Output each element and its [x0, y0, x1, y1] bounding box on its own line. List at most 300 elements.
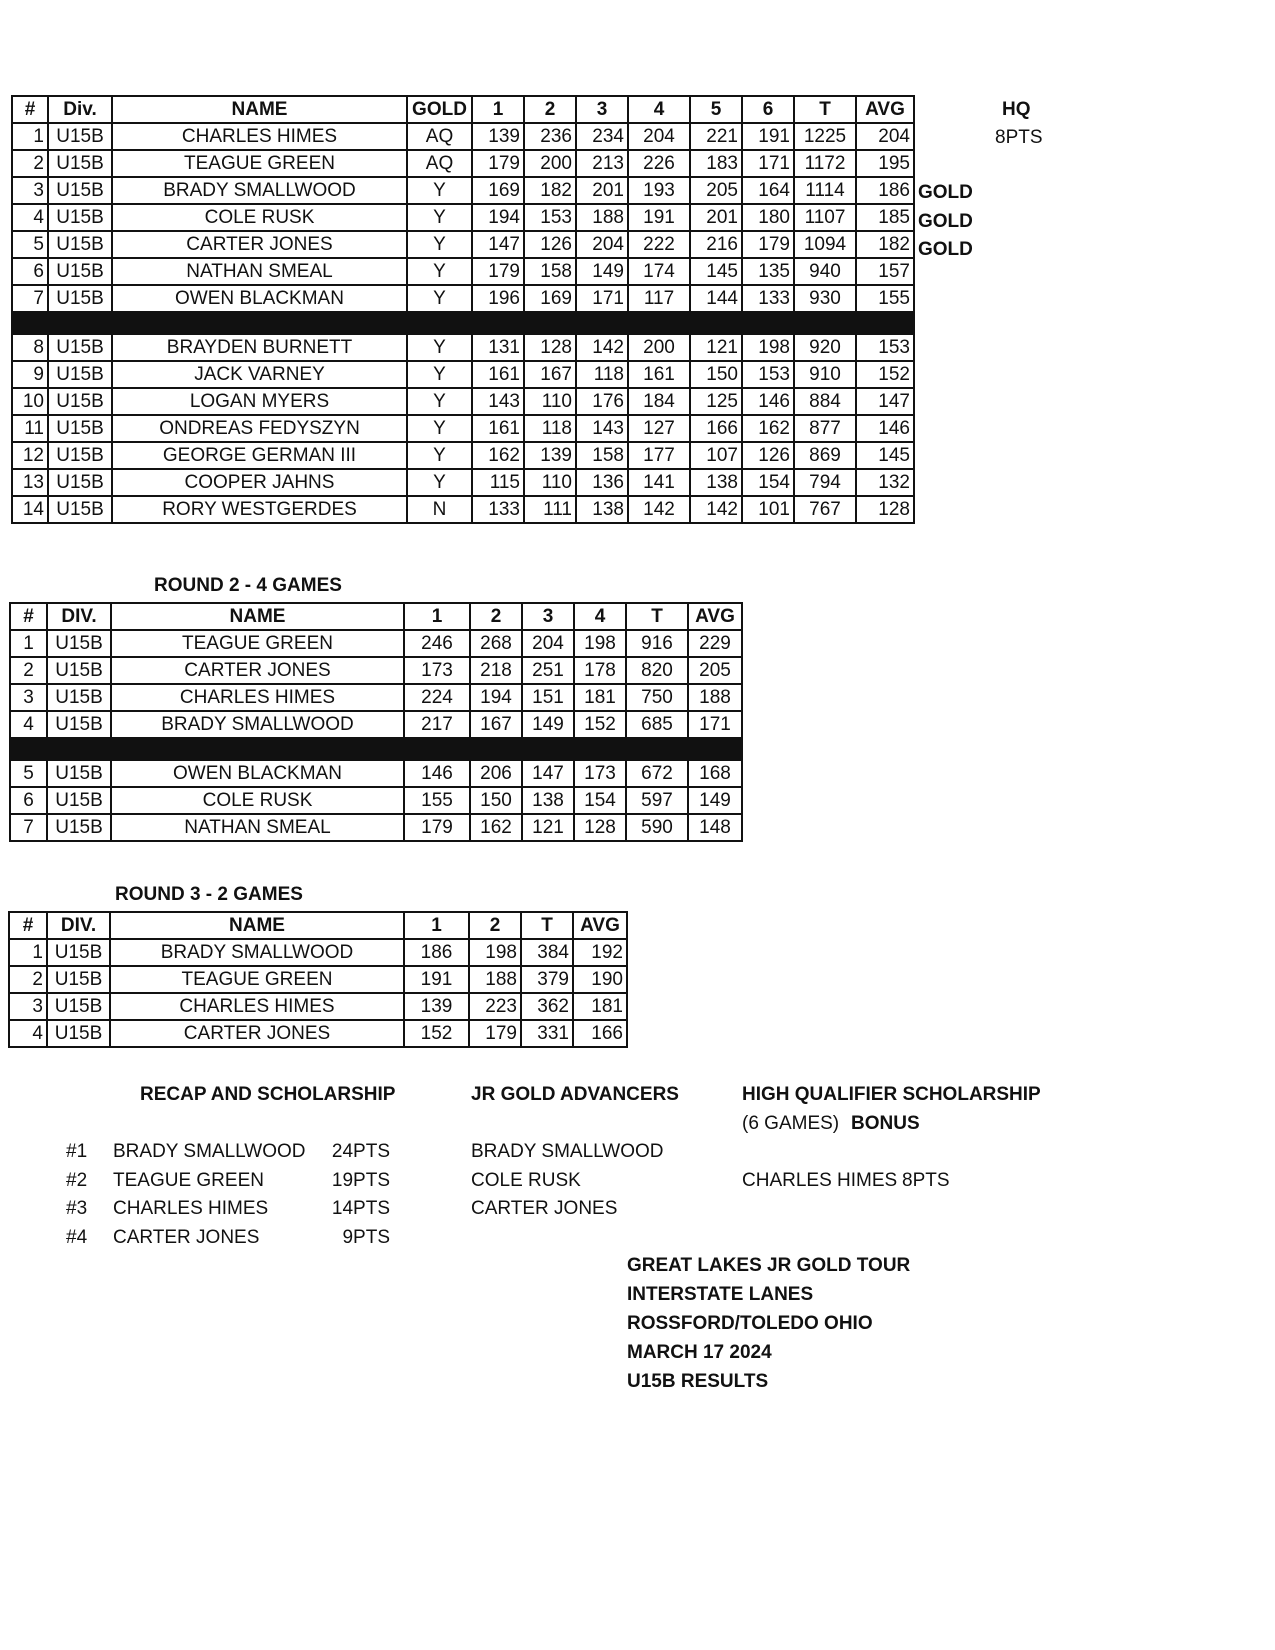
table-cell: U15B [48, 204, 112, 231]
table-cell: 139 [404, 993, 469, 1020]
table-cell: U15B [47, 684, 111, 711]
hq-scholarship-points: 8PTS [902, 1170, 950, 1191]
table-cell: TEAGUE GREEN [111, 630, 404, 657]
table-cell: 4 [9, 1020, 47, 1047]
round3-header-row [9, 912, 627, 939]
event-date: MARCH 17 2024 [627, 1342, 772, 1363]
advancer-name: CARTER JONES [471, 1198, 618, 1219]
table-cell: COLE RUSK [111, 787, 404, 814]
table-cell: 182 [524, 177, 576, 204]
table-cell: U15B [47, 657, 111, 684]
cut-line-row [12, 312, 914, 334]
table-cell: 153 [856, 334, 914, 361]
table-cell: U15B [47, 787, 111, 814]
table-cell: U15B [47, 1020, 110, 1047]
table-cell: 131 [472, 334, 524, 361]
table-cell: 164 [742, 177, 794, 204]
table-cell: 135 [742, 258, 794, 285]
table-cell: 223 [469, 993, 521, 1020]
table-cell: U15B [47, 939, 110, 966]
table-cell: 204 [576, 231, 628, 258]
table-cell: 685 [626, 711, 688, 738]
table-cell: 154 [574, 787, 626, 814]
table-cell: 194 [472, 204, 524, 231]
table-row [10, 684, 742, 711]
table-cell: 216 [690, 231, 742, 258]
table-cell: 181 [574, 684, 626, 711]
table-cell: 169 [524, 285, 576, 312]
round1-table [11, 95, 915, 524]
table-cell: 142 [628, 496, 690, 523]
table-cell: NATHAN SMEAL [112, 258, 407, 285]
table-cell: 155 [856, 285, 914, 312]
table-cell: 1107 [794, 204, 856, 231]
cut-line-row [10, 738, 742, 760]
table-cell: 188 [469, 966, 521, 993]
table-cell: BRAYDEN BURNETT [112, 334, 407, 361]
col-header: NAME [111, 603, 404, 630]
table-cell: 188 [576, 204, 628, 231]
table-cell: OWEN BLACKMAN [112, 285, 407, 312]
table-cell: 136 [576, 469, 628, 496]
table-cell: 5 [12, 231, 48, 258]
table-cell: 179 [472, 258, 524, 285]
col-header: 4 [574, 603, 626, 630]
table-cell: 940 [794, 258, 856, 285]
table-cell: 138 [690, 469, 742, 496]
table-cell: 794 [794, 469, 856, 496]
table-cell: 149 [522, 711, 574, 738]
table-cell: CARTER JONES [110, 1020, 404, 1047]
table-cell: U15B [48, 258, 112, 285]
col-header: # [12, 96, 48, 123]
col-header: T [521, 912, 573, 939]
table-cell: U15B [47, 814, 111, 841]
table-cell: 121 [522, 814, 574, 841]
table-row [10, 630, 742, 657]
recap-pts: 24PTS [331, 1141, 390, 1162]
table-row [12, 334, 914, 361]
table-row [10, 814, 742, 841]
recap-rank: #4 [66, 1226, 88, 1248]
table-cell: 1172 [794, 150, 856, 177]
recap-name: BRADY SMALLWOOD [113, 1141, 306, 1162]
advancers-title: JR GOLD ADVANCERS [471, 1084, 679, 1105]
table-cell: 1 [12, 123, 48, 150]
table-cell: 200 [628, 334, 690, 361]
table-cell: 869 [794, 442, 856, 469]
round2-body-bottom [10, 760, 742, 841]
table-cell: 193 [628, 177, 690, 204]
table-cell: BRADY SMALLWOOD [112, 177, 407, 204]
table-row [10, 657, 742, 684]
table-cell: 3 [9, 993, 47, 1020]
table-cell: 162 [742, 415, 794, 442]
table-cell: 213 [576, 150, 628, 177]
recap-rank: #3 [66, 1198, 88, 1219]
table-cell: CHARLES HIMES [112, 123, 407, 150]
table-cell: 128 [524, 334, 576, 361]
table-cell: 168 [688, 760, 742, 787]
table-row [12, 231, 914, 258]
col-header: 6 [742, 96, 794, 123]
table-cell: 127 [628, 415, 690, 442]
recap-pts: 9PTS [342, 1226, 390, 1248]
table-cell: U15B [48, 123, 112, 150]
col-header: 3 [576, 96, 628, 123]
table-cell: 205 [690, 177, 742, 204]
table-cell: 158 [524, 258, 576, 285]
table-cell: 179 [404, 814, 470, 841]
table-cell: 2 [12, 150, 48, 177]
table-cell: U15B [48, 150, 112, 177]
table-cell: 180 [742, 204, 794, 231]
cut-line [10, 738, 742, 760]
recap-name: TEAGUE GREEN [113, 1169, 264, 1191]
table-cell: 142 [576, 334, 628, 361]
table-cell: 166 [690, 415, 742, 442]
cut-line [12, 312, 914, 334]
table-cell: 218 [470, 657, 522, 684]
table-cell: 161 [472, 361, 524, 388]
table-cell: 234 [576, 123, 628, 150]
col-header: # [10, 603, 47, 630]
table-cell: 132 [856, 469, 914, 496]
table-cell: 767 [794, 496, 856, 523]
table-cell: 171 [576, 285, 628, 312]
table-row [10, 787, 742, 814]
hq-scholarship-bonus: BONUS [851, 1113, 920, 1134]
table-cell: 672 [626, 760, 688, 787]
hq-points: 8PTS [995, 127, 1043, 148]
table-cell: 11 [12, 415, 48, 442]
table-cell: 1114 [794, 177, 856, 204]
table-cell: 158 [576, 442, 628, 469]
table-cell: 7 [10, 814, 47, 841]
table-cell: Y [407, 334, 472, 361]
table-cell: 167 [524, 361, 576, 388]
table-cell: 2 [9, 966, 47, 993]
table-cell: Y [407, 442, 472, 469]
table-cell: 379 [521, 966, 573, 993]
table-cell: TEAGUE GREEN [112, 150, 407, 177]
table-cell: 110 [524, 388, 576, 415]
col-header: 3 [522, 603, 574, 630]
table-cell: 201 [576, 177, 628, 204]
table-cell: BRADY SMALLWOOD [111, 711, 404, 738]
table-cell: 139 [524, 442, 576, 469]
table-cell: 167 [470, 711, 522, 738]
table-cell: 174 [628, 258, 690, 285]
table-cell: U15B [48, 442, 112, 469]
table-cell: 154 [742, 469, 794, 496]
round2-title: ROUND 2 - 4 GAMES [154, 575, 342, 596]
table-cell: Y [407, 258, 472, 285]
table-cell: 152 [404, 1020, 469, 1047]
table-cell: U15B [48, 496, 112, 523]
table-cell: 204 [856, 123, 914, 150]
table-cell: 3 [10, 684, 47, 711]
recap-name: CHARLES HIMES [113, 1198, 269, 1219]
table-cell: CARTER JONES [111, 657, 404, 684]
table-cell: 226 [628, 150, 690, 177]
table-cell: 149 [688, 787, 742, 814]
table-cell: 142 [690, 496, 742, 523]
table-row [12, 415, 914, 442]
table-cell: CHARLES HIMES [111, 684, 404, 711]
table-cell: 7 [12, 285, 48, 312]
table-cell: 1225 [794, 123, 856, 150]
col-header: 2 [470, 603, 522, 630]
table-cell: 155 [404, 787, 470, 814]
table-cell: Y [407, 177, 472, 204]
venue: INTERSTATE LANES [627, 1284, 814, 1305]
hq-scholarship-subtitle: (6 GAMES) [742, 1113, 840, 1134]
table-cell: 111 [524, 496, 576, 523]
col-header: 2 [524, 96, 576, 123]
table-cell: 147 [472, 231, 524, 258]
table-cell: 236 [524, 123, 576, 150]
table-cell: U15B [47, 711, 111, 738]
gold-marker: GOLD [918, 182, 973, 204]
table-cell: 1094 [794, 231, 856, 258]
table-cell: 5 [10, 760, 47, 787]
table-cell: 4 [12, 204, 48, 231]
table-cell: 107 [690, 442, 742, 469]
gold-marker: GOLD [918, 239, 973, 261]
table-cell: 121 [690, 334, 742, 361]
table-cell: 138 [576, 496, 628, 523]
col-header: DIV. [47, 603, 111, 630]
table-cell: 171 [688, 711, 742, 738]
table-cell: U15B [48, 177, 112, 204]
table-cell: 268 [470, 630, 522, 657]
table-cell: JACK VARNEY [112, 361, 407, 388]
table-cell: RORY WESTGERDES [112, 496, 407, 523]
table-cell: CARTER JONES [112, 231, 407, 258]
table-cell: 12 [12, 442, 48, 469]
table-cell: 331 [521, 1020, 573, 1047]
table-cell: U15B [48, 388, 112, 415]
table-cell: 222 [628, 231, 690, 258]
table-row [12, 150, 914, 177]
table-cell: 169 [472, 177, 524, 204]
table-cell: 173 [574, 760, 626, 787]
location: ROSSFORD/TOLEDO OHIO [627, 1313, 873, 1334]
table-cell: 190 [573, 966, 627, 993]
table-cell: 118 [576, 361, 628, 388]
table-cell: 147 [522, 760, 574, 787]
table-cell: 166 [573, 1020, 627, 1047]
table-row [12, 442, 914, 469]
table-cell: Y [407, 415, 472, 442]
round2-table [9, 602, 743, 842]
table-cell: 150 [470, 787, 522, 814]
recap-title: RECAP AND SCHOLARSHIP [140, 1084, 396, 1105]
table-cell: U15B [48, 415, 112, 442]
table-cell: U15B [47, 993, 110, 1020]
table-cell: U15B [48, 361, 112, 388]
round2-header-row [10, 603, 742, 630]
col-header: # [9, 912, 47, 939]
table-cell: 141 [628, 469, 690, 496]
table-cell: 161 [628, 361, 690, 388]
table-cell: 597 [626, 787, 688, 814]
recap-name: CARTER JONES [113, 1226, 260, 1248]
table-cell: 144 [690, 285, 742, 312]
table-cell: GEORGE GERMAN III [112, 442, 407, 469]
col-header: AVG [573, 912, 627, 939]
table-cell: 148 [688, 814, 742, 841]
gold-marker: GOLD [918, 210, 973, 232]
table-cell: 143 [576, 415, 628, 442]
col-header: 1 [404, 603, 470, 630]
table-cell: 146 [856, 415, 914, 442]
hq-scholarship-name: CHARLES HIMES [742, 1170, 898, 1191]
table-cell: 384 [521, 939, 573, 966]
table-cell: 1 [10, 630, 47, 657]
col-header: DIV. [47, 912, 110, 939]
table-cell: COLE RUSK [112, 204, 407, 231]
table-cell: 186 [856, 177, 914, 204]
table-cell: 183 [690, 150, 742, 177]
col-header: AVG [856, 96, 914, 123]
table-cell: OWEN BLACKMAN [111, 760, 404, 787]
col-header: 2 [469, 912, 521, 939]
table-cell: 877 [794, 415, 856, 442]
table-row [12, 123, 914, 150]
table-row [12, 204, 914, 231]
table-cell: 221 [690, 123, 742, 150]
table-cell: TEAGUE GREEN [110, 966, 404, 993]
table-row [12, 469, 914, 496]
table-cell: AQ [407, 150, 472, 177]
table-cell: U15B [48, 469, 112, 496]
table-cell: 200 [524, 150, 576, 177]
table-cell: 198 [469, 939, 521, 966]
table-cell: 8 [12, 334, 48, 361]
table-cell: 143 [472, 388, 524, 415]
table-cell: NATHAN SMEAL [111, 814, 404, 841]
table-cell: 128 [856, 496, 914, 523]
table-cell: U15B [47, 966, 110, 993]
table-cell: CHARLES HIMES [110, 993, 404, 1020]
recap-rank: #2 [66, 1169, 88, 1191]
table-cell: 128 [574, 814, 626, 841]
table-cell: U15B [47, 760, 111, 787]
table-cell: 181 [573, 993, 627, 1020]
table-cell: 205 [688, 657, 742, 684]
table-cell: 191 [742, 123, 794, 150]
table-cell: 125 [690, 388, 742, 415]
round3-table [8, 911, 628, 1048]
table-row [9, 939, 627, 966]
table-cell: 3 [12, 177, 48, 204]
table-cell: U15B [48, 334, 112, 361]
col-header: Div. [48, 96, 112, 123]
table-cell: 118 [524, 415, 576, 442]
col-header: NAME [112, 96, 407, 123]
table-cell: 176 [576, 388, 628, 415]
table-cell: 117 [628, 285, 690, 312]
table-row [9, 966, 627, 993]
table-cell: 920 [794, 334, 856, 361]
table-cell: 182 [856, 231, 914, 258]
table-cell: Y [407, 204, 472, 231]
col-header: GOLD [407, 96, 472, 123]
table-cell: 2 [10, 657, 47, 684]
table-cell: 217 [404, 711, 470, 738]
table-cell: U15B [48, 231, 112, 258]
table-cell: 362 [521, 993, 573, 1020]
round1-body-bottom [12, 334, 914, 523]
round3-title: ROUND 3 - 2 GAMES [115, 884, 303, 905]
event-name: GREAT LAKES JR GOLD TOUR [627, 1255, 911, 1276]
table-cell: 10 [12, 388, 48, 415]
table-cell: 179 [469, 1020, 521, 1047]
table-cell: 147 [856, 388, 914, 415]
table-cell: 590 [626, 814, 688, 841]
table-cell: 14 [12, 496, 48, 523]
table-cell: 820 [626, 657, 688, 684]
table-cell: 150 [690, 361, 742, 388]
table-cell: LOGAN MYERS [112, 388, 407, 415]
table-cell: 145 [690, 258, 742, 285]
table-cell: Y [407, 388, 472, 415]
col-header: T [626, 603, 688, 630]
table-cell: 884 [794, 388, 856, 415]
table-row [12, 388, 914, 415]
table-cell: 145 [856, 442, 914, 469]
table-cell: 126 [524, 231, 576, 258]
table-cell: 161 [472, 415, 524, 442]
table-cell: 206 [470, 760, 522, 787]
table-row [9, 993, 627, 1020]
col-header: 1 [404, 912, 469, 939]
table-cell: 178 [574, 657, 626, 684]
table-cell: 152 [574, 711, 626, 738]
table-cell: 196 [472, 285, 524, 312]
table-cell: 139 [472, 123, 524, 150]
table-cell: AQ [407, 123, 472, 150]
col-header: 4 [628, 96, 690, 123]
hq-scholarship-title: HIGH QUALIFIER SCHOLARSHIP [742, 1084, 1041, 1105]
table-cell: 186 [404, 939, 469, 966]
table-cell: 750 [626, 684, 688, 711]
table-cell: 188 [688, 684, 742, 711]
advancer-name: COLE RUSK [471, 1170, 581, 1191]
table-cell: 171 [742, 150, 794, 177]
table-cell: 126 [742, 442, 794, 469]
table-cell: 191 [628, 204, 690, 231]
col-header: AVG [688, 603, 742, 630]
table-row [12, 177, 914, 204]
table-cell: Y [407, 469, 472, 496]
recap-pts: 14PTS [331, 1198, 390, 1219]
table-cell: 133 [742, 285, 794, 312]
col-header: NAME [110, 912, 404, 939]
table-cell: 192 [573, 939, 627, 966]
table-cell: 251 [522, 657, 574, 684]
round1-header-row [12, 96, 914, 123]
table-cell: 101 [742, 496, 794, 523]
table-cell: Y [407, 231, 472, 258]
table-row [10, 711, 742, 738]
table-cell: 138 [522, 787, 574, 814]
table-cell: 6 [10, 787, 47, 814]
table-row [12, 258, 914, 285]
table-cell: 184 [628, 388, 690, 415]
